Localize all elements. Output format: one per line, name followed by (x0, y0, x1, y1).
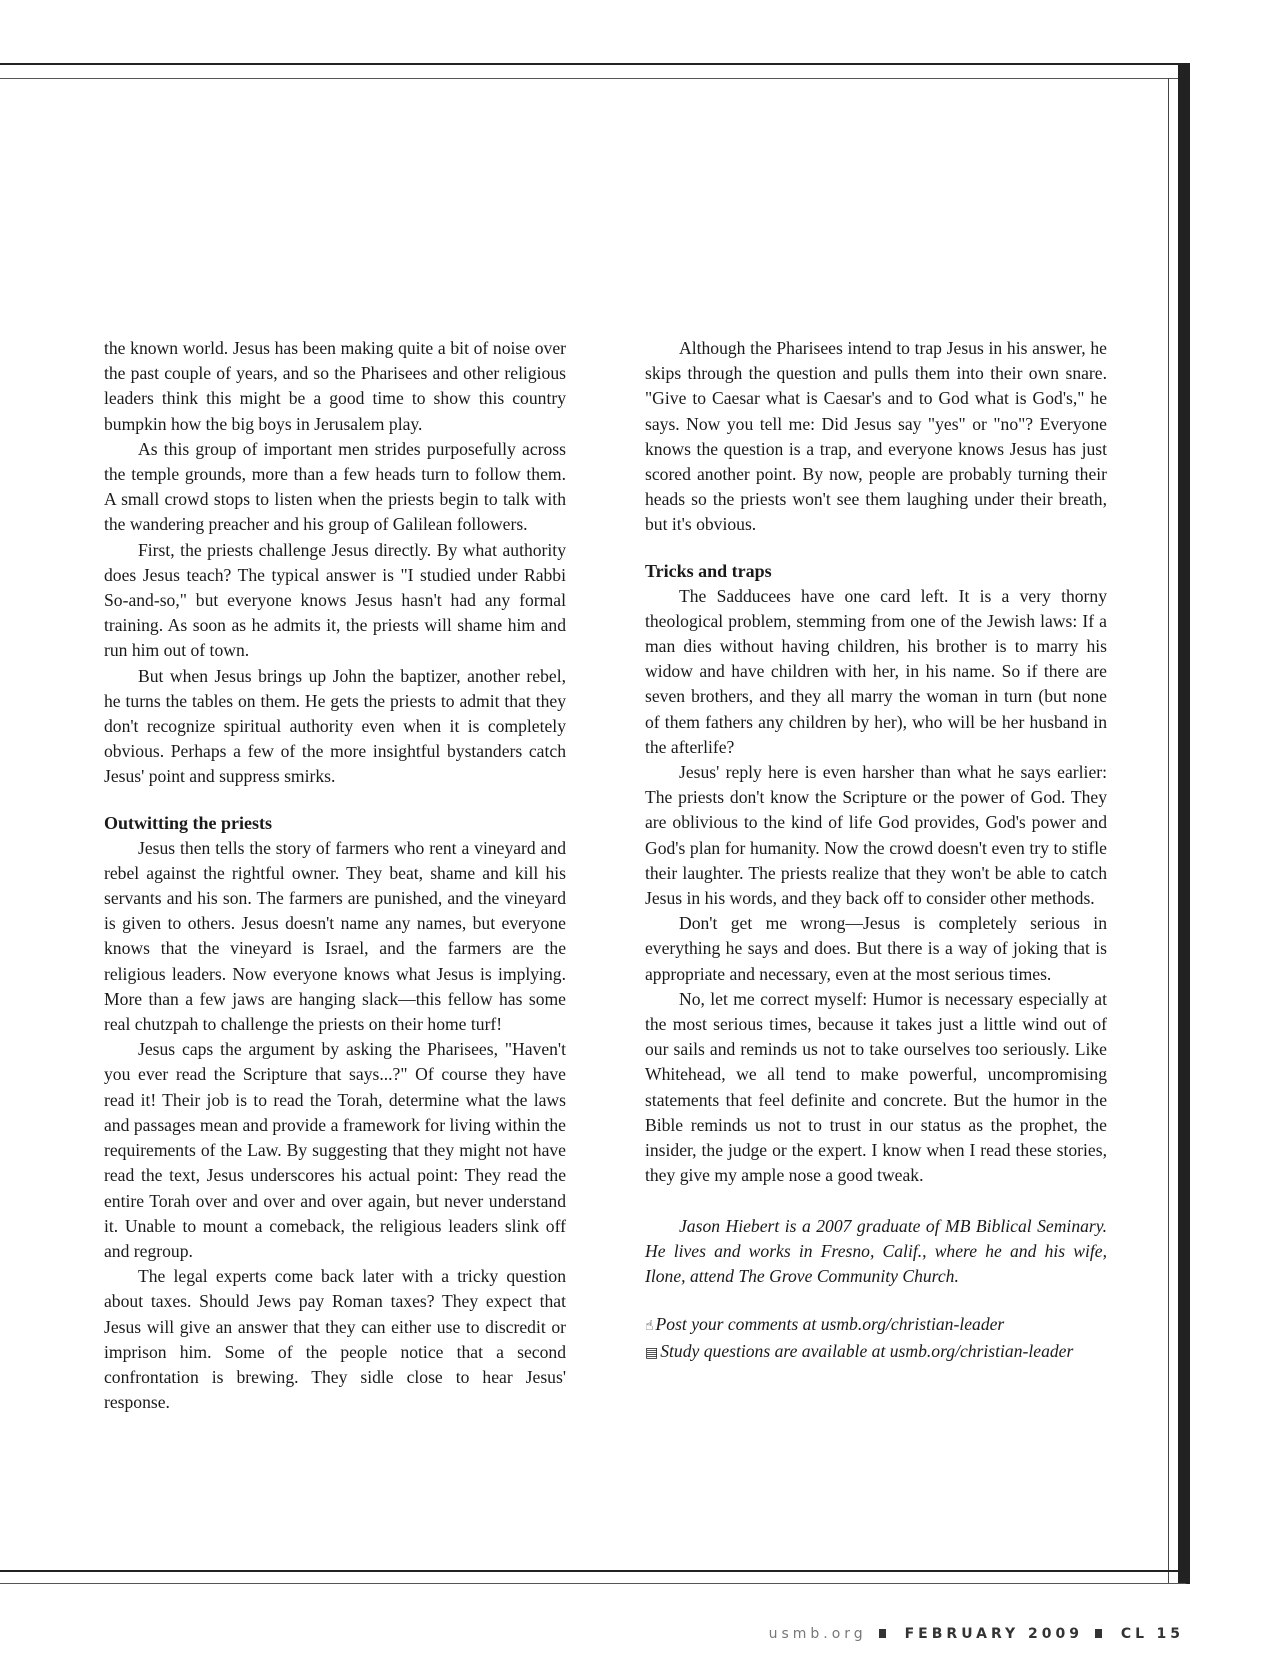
footer-magazine: CL (1120, 1626, 1149, 1642)
paragraph: The Sadducees have one card left. It is a very thorny theological problem, stemming from one of the Jewish laws: If a man dies without having children, his brother is to marry his widow and have children with her, in his name. So if there are seven brothers, and they all marry the woman in turn (but none of them fathers any children by her), who will be her husband in the afterlife? (645, 585, 1107, 757)
paragraph: the known world. Jesus has been making quite a bit of noise over the past couple of years, and so the Pharisees and other religious leaders think this might be a good time to show this country bumpkin how the big boys in Jerusalem play. (104, 338, 566, 434)
bottom-rule-thin (0, 1583, 1186, 1584)
top-rule-thin (0, 78, 1186, 79)
comments-link-row (645, 1312, 1107, 1339)
square-bullet-icon (879, 1629, 886, 1638)
section-heading: Tricks and traps (645, 560, 772, 581)
paragraph: Jesus then tells the story of farmers who rent a vineyard and rebel against the rightful owner. They beat, shame and kill his servants and his son. The farmers are punished, and the vineyard is given to others. Jesus doesn't name any names, but everyone knows that the vineyard is Israel, and the farmers are the religious leaders. Now everyone knows what Jesus is implying. More than a few jaws are hanging slack—this fellow has some real chutzpah to challenge the priests on their home turf! (104, 837, 566, 1035)
right-column (645, 336, 1107, 1366)
section-heading: Outwitting the priests (104, 812, 272, 833)
right-frame-bar (1178, 63, 1190, 1584)
paragraph: Although the Pharisees intend to trap Jesus in his answer, he skips through the question and pulls them into their own snare. "Give to Caesar what is Caesar's and to God what is God's," he says. Now you tell me: Did Jesus say "yes" or "no"? Everyone knows the question is a trap, and everyone knows Jesus has just scored another point. By now, people are probably turning their heads so the priests won't see them laughing under their breath, but it's obvious. (645, 338, 1107, 535)
paragraph: But when Jesus brings up John the baptizer, another rebel, he turns the tables on them. He gets the priests to admit that they don't recognize spiritual authority even when it is completely obvious. Perhaps a few of the more insightful bystanders catch Jesus' point and suppress smirks. (104, 665, 566, 787)
right-frame-line (1168, 78, 1169, 1583)
page-footer (769, 1626, 1184, 1642)
author-bio: Jason Hiebert is a 2007 graduate of MB Biblical Seminary. He lives and works in Fresno, Calif., where he and his wife, Ilone, attend The Grove Community Church. (645, 1215, 1107, 1286)
pointer-hand-icon: ☝ (645, 1318, 654, 1335)
paragraph: No, let me correct myself: Humor is necessary especially at the most serious times, because it takes just a little wind out of our sails and reminds us not to take ourselves too seriously. Like Whitehead, we all tend to make powerful, uncompromising statements that feel definite and concrete. But the humor in the Bible reminds us not to trust in our status as the prophet, the insider, the judge or the expert. I know when I read these stories, they give my ample nose a good tweak. (645, 988, 1107, 1186)
paragraph: First, the priests challenge Jesus directly. By what authority does Jesus teach? The typical answer is "I studied under Rabbi So-and-so," but everyone knows Jesus hasn't had any formal training. As soon as he admits it, the priests will shame him and run him out of town. (104, 539, 566, 661)
reader-links (645, 1312, 1107, 1366)
study-link-row (645, 1339, 1107, 1366)
study-questions-link[interactable]: Study questions are available at usmb.org/christian-leader (660, 1341, 1074, 1362)
paragraph: Jesus' reply here is even harsher than what he says earlier: The priests don't know the Scripture or the power of God. They are oblivious to the kind of life God provides, God's power and God's plan for humanity. Now the crowd doesn't even try to stifle their laughter. The priests realize that they won't be able to catch Jesus in his words, and they back off to consider other methods. (645, 762, 1107, 909)
left-column (104, 336, 566, 1415)
document-icon: ▤ (645, 1345, 659, 1362)
page-number: 15 (1156, 1626, 1184, 1642)
comments-link[interactable]: Post your comments at usmb.org/christian-leader (655, 1314, 1005, 1335)
square-bullet-icon (1095, 1629, 1102, 1638)
footer-date: FEBRUARY 2009 (904, 1626, 1083, 1642)
paragraph: As this group of important men strides purposefully across the temple grounds, more than a few heads turn to follow them. A small crowd stops to listen when the priests begin to talk with the wandering preacher and his group of Galilean followers. (104, 438, 566, 535)
top-rule (0, 63, 1186, 65)
paragraph: The legal experts come back later with a tricky question about taxes. Should Jews pay Roman taxes? They expect that Jesus will give an answer that they can either use to discredit or imprison him. Some of the people notice that a second confrontation is brewing. They sidle close to hear Jesus' response. (104, 1266, 566, 1413)
paragraph: Don't get me wrong—Jesus is completely serious in everything he says and does. But there is a way of joking that is appropriate and necessary, even at the most serious times. (645, 913, 1107, 984)
bottom-rule (0, 1570, 1186, 1572)
paragraph: Jesus caps the argument by asking the Pharisees, "Haven't you ever read the Scripture that says...?" Of course they have read it! Their job is to read the Torah, determine what the laws and passages mean and provide a framework for living within the requirements of the Law. By suggesting that they might not have read the text, Jesus underscores his actual point: They read the entire Torah over and over and over again, but never understand it. Unable to mount a comeback, the religious leaders slink off and regroup. (104, 1039, 566, 1261)
footer-site: usmb.org (768, 1626, 867, 1642)
